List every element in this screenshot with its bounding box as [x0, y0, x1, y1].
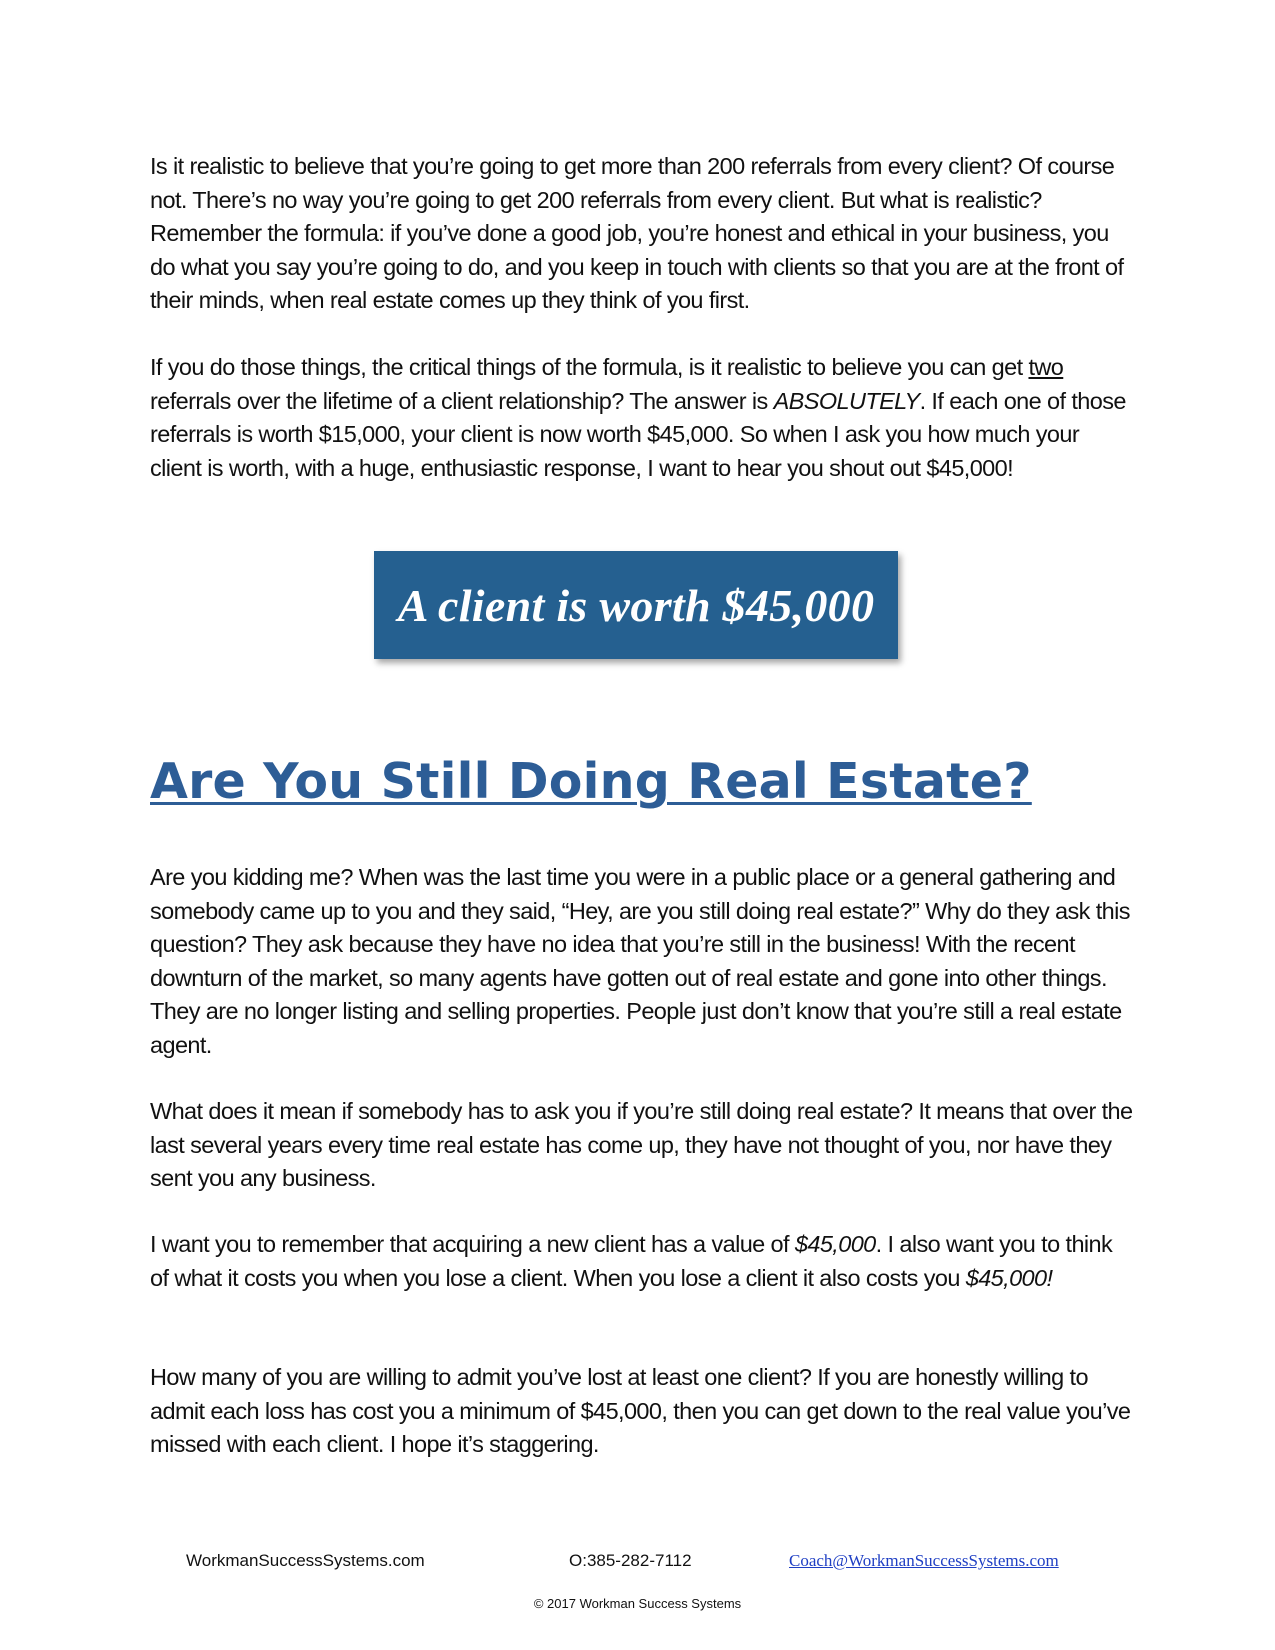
client-worth-callout [374, 551, 898, 659]
section-heading: Are You Still Doing Real Estate? [150, 753, 1032, 810]
footer-website: WorkmanSuccessSystems.com [186, 1551, 425, 1570]
footer-email-link[interactable]: Coach@WorkmanSuccessSystems.com [789, 1551, 1059, 1570]
paragraph-two-referrals [150, 351, 1135, 485]
emphasis-italic: $45,000! [965, 1264, 1053, 1291]
callout-text: A client is worth $45,000 [397, 579, 875, 631]
footer-phone: O:385-282-7112 [569, 1551, 692, 1570]
text-run: . I also want you to think of what it costs you when you lose a client. When you lose a client it also costs you [150, 1231, 1113, 1291]
paragraph-still-doing-real-estate: Are you kidding me? When was the last time you were in a public place or a general gathering and somebody came up to you and they said, “Hey, are you still doing real estate?” Why do they ask this question? They ask because they have no idea that you’re still in the business! With the recent downturn of the market, so many agents have gotten out of real estate and gone into other things. They are no longer listing and selling properties. People just don’t know that you’re still a real estate agent. [150, 864, 1130, 1058]
paragraph-what-it-means: What does it mean if somebody has to ask you if you’re still doing real estate? It means that over the last several years every time real estate has come up, they have not thought of you, nor have they sent you any business. [150, 1098, 1133, 1192]
text-run: . If each one of those referrals is worth $15,000, your client is now worth $45,000. So when I ask you how much your client is worth, with a huge, enthusiastic response, I want to hear you shout out $45,000! [150, 387, 1126, 481]
emphasis-underline: two [1028, 354, 1064, 380]
text-run: referrals over the lifetime of a client relationship? The answer is [150, 387, 774, 414]
emphasis-italic: $45,000 [794, 1231, 876, 1257]
emphasis-italic: ABSOLUTELY [773, 387, 920, 414]
paragraph-lost-clients: How many of you are willing to admit you’ve lost at least one client? If you are honestly willing to admit each loss has cost you a minimum of $45,000, then you can get down to the real value you’ve missed with each client. I hope it’s staggering. [150, 1364, 1131, 1458]
text-run: If you do those things, the critical things of the formula, is it realistic to believe you can get [150, 354, 1029, 380]
copyright-notice: © 2017 Workman Success Systems [533, 1596, 742, 1611]
footer [0, 1551, 1275, 1575]
paragraph-client-value [150, 1228, 1135, 1295]
paragraph-referrals-realism: Is it realistic to believe that you’re going to get more than 200 referrals from every client? Of course not. There’s no way you’re going to get 200 referrals from every client. But what is realistic? Remember the formula: if you’ve done a good job, you’re honest and ethical in your business, you do what you say you’re going to do, and you keep in touch with clients so that you are at the front of their minds, when real estate comes up they think of you first. [150, 153, 1124, 314]
text-run: I want you to remember that acquiring a new client has a value of [150, 1231, 795, 1257]
